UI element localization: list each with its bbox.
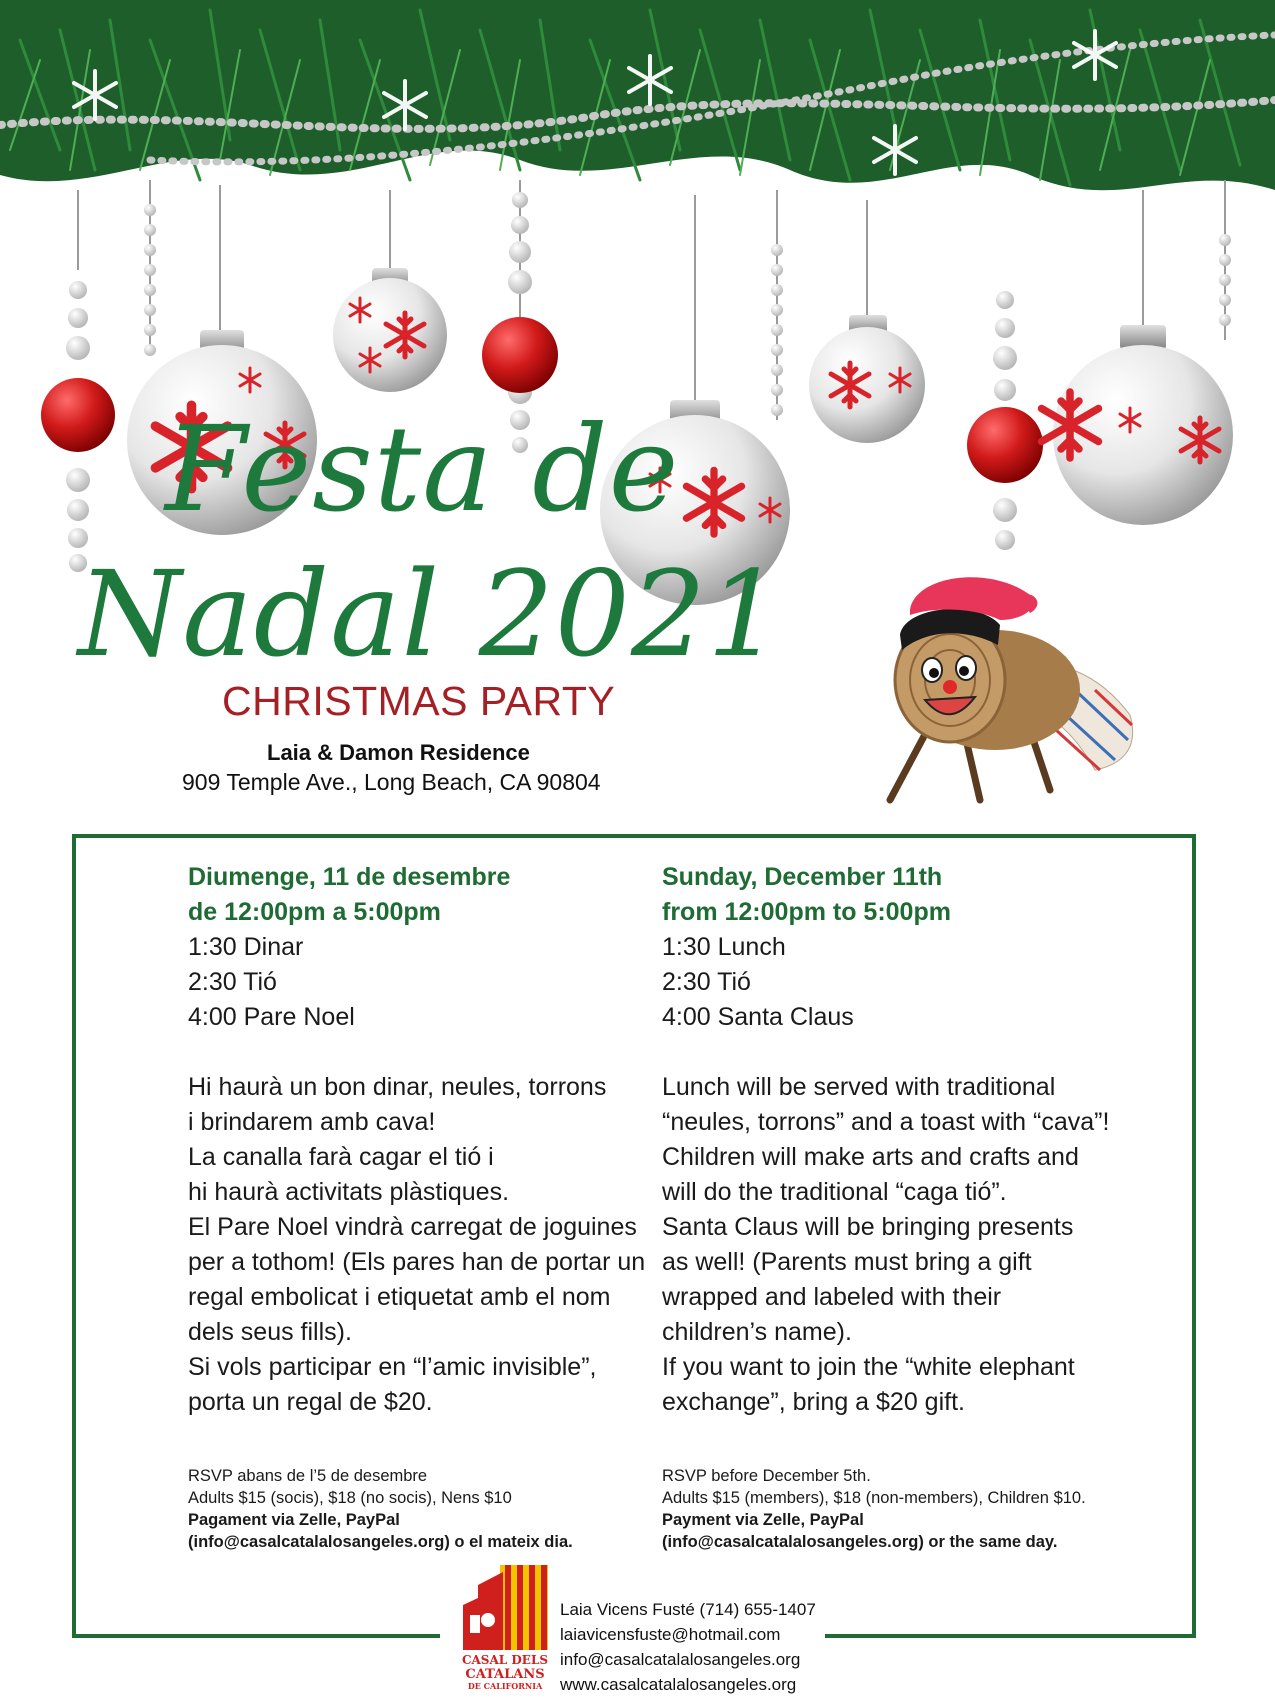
description-line: exchange”, bring a $20 gift. (662, 1388, 965, 1416)
venue-name: Laia & Damon Residence (267, 740, 530, 765)
rsvp-deadline: RSVP before December 5th. (662, 1467, 871, 1485)
contact-phone: Laia Vicens Fusté (714) 655-1407 (560, 1600, 816, 1619)
schedule-item: 4:00 Pare Noel (188, 1003, 355, 1031)
description-line: If you want to join the “white elephant (662, 1353, 1075, 1381)
casal-dels-catalans-logo (458, 1560, 553, 1695)
event-subtitle: CHRISTMAS PARTY (222, 678, 616, 724)
schedule-item: 1:30 Lunch (662, 933, 786, 961)
catalan-time: de 12:00pm a 5:00pm (188, 898, 441, 926)
schedule-item: 2:30 Tió (662, 968, 751, 996)
description-line: will do the traditional “caga tió”. (662, 1178, 1007, 1206)
payment-methods: Pagament via Zelle, PayPal (188, 1511, 400, 1529)
english-date: Sunday, December 11th (662, 863, 943, 891)
logo-line3: DE CALIFORNIA (467, 1681, 543, 1691)
description-line: as well! (Parents must bring a gift (662, 1248, 1032, 1276)
description-line: Santa Claus will be bringing presents (662, 1213, 1074, 1241)
catalan-rsvp-info (188, 1465, 628, 1553)
english-description (662, 1070, 1112, 1420)
prices: Adults $15 (socis), $18 (no socis), Nens $10 (188, 1489, 512, 1507)
description-line: dels seus fills). (188, 1318, 352, 1346)
catalan-schedule (188, 930, 628, 1035)
english-schedule (662, 930, 1112, 1035)
payment-detail: (info@casalcatalalosangeles.org) or the same day. (662, 1533, 1058, 1551)
logo-line2: CATALANS (465, 1667, 545, 1682)
payment-methods: Payment via Zelle, PayPal (662, 1511, 864, 1529)
org-email[interactable]: info@casalcatalalosangeles.org (560, 1650, 801, 1669)
english-column (662, 860, 1112, 1553)
description-line: Lunch will be served with traditional (662, 1073, 1056, 1101)
description-line: El Pare Noel vindrà carregat de joguines (188, 1213, 637, 1241)
description-line: “neules, torrons” and a toast with “cava”! (662, 1108, 1110, 1136)
tio-de-nadal-image (870, 565, 1150, 810)
description-line: Hi haurà un bon dinar, neules, torrons (188, 1073, 607, 1101)
description-line: Children will make arts and crafts and (662, 1143, 1079, 1171)
event-title-line2: Nadal 2021 (78, 545, 784, 683)
description-line: per a tothom! (Els pares han de portar un (188, 1248, 646, 1276)
description-line: Si vols participar en “l’amic invisible”, (188, 1353, 597, 1381)
schedule-item: 4:00 Santa Claus (662, 1003, 854, 1031)
description-line: La canalla farà cagar el tió i (188, 1143, 494, 1171)
schedule-item: 1:30 Dinar (188, 933, 304, 961)
contact-email[interactable]: laiavicensfuste@hotmail.com (560, 1625, 781, 1644)
catalan-description (188, 1070, 646, 1420)
rsvp-deadline: RSVP abans de l’5 de desembre (188, 1467, 428, 1485)
description-line: i brindarem amb cava! (188, 1108, 436, 1136)
website-link[interactable]: www.casalcatalalosangeles.org (560, 1675, 797, 1694)
description-line: porta un regal de $20. (188, 1388, 433, 1416)
description-line: children’s name). (662, 1318, 852, 1346)
payment-detail: (info@casalcatalalosangeles.org) o el mateix dia. (188, 1533, 573, 1551)
contact-info (560, 1597, 816, 1697)
event-title-line1: Festa de (165, 400, 680, 538)
english-rsvp-info (662, 1465, 1112, 1553)
schedule-item: 2:30 Tió (188, 968, 277, 996)
catalan-column (188, 860, 646, 1553)
catalan-date: Diumenge, 11 de desembre (188, 863, 511, 891)
prices: Adults $15 (members), $18 (non-members), Children $10. (662, 1489, 1086, 1507)
description-line: regal embolicat i etiquetat amb el nom (188, 1283, 611, 1311)
description-line: hi haurà activitats plàstiques. (188, 1178, 510, 1206)
english-time: from 12:00pm to 5:00pm (662, 898, 951, 926)
logo-line1: CASAL DELS (461, 1653, 549, 1667)
pine-garland (0, 0, 1275, 190)
description-line: wrapped and labeled with their (662, 1283, 1002, 1311)
venue-address: 909 Temple Ave., Long Beach, CA 90804 (182, 769, 601, 795)
